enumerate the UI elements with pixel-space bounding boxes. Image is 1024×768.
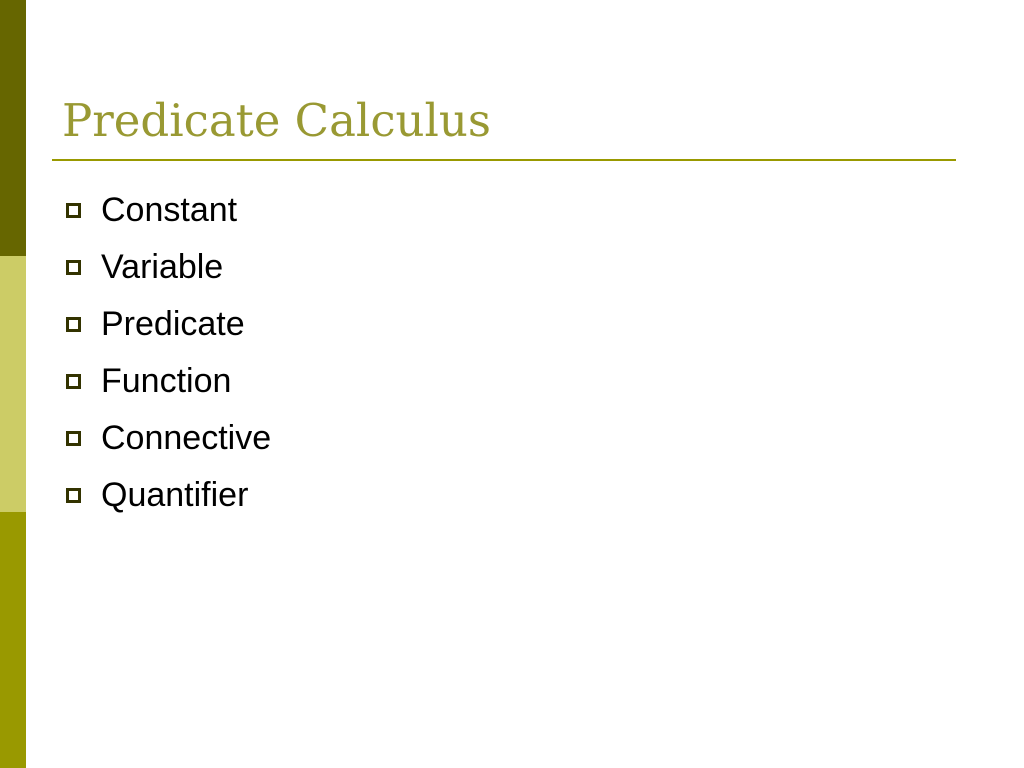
bullet-label: Predicate [101, 305, 245, 343]
hollow-square-bullet-icon [66, 317, 81, 332]
bullet-label: Function [101, 362, 232, 400]
bullet-item [66, 353, 271, 410]
hollow-square-bullet-icon [66, 203, 81, 218]
bullet-label: Constant [101, 191, 238, 229]
hollow-square-bullet-icon [66, 260, 81, 275]
bullet-list [66, 182, 271, 524]
hollow-square-bullet-icon [66, 431, 81, 446]
sidebar-band-bottom [0, 512, 26, 768]
bullet-label: Quantifier [101, 476, 249, 514]
bullet-item [66, 182, 271, 239]
hollow-square-bullet-icon [66, 374, 81, 389]
sidebar-band-middle [0, 256, 26, 512]
sidebar-band-top [0, 0, 26, 256]
slide-title: Predicate Calculus [62, 94, 491, 147]
title-divider [52, 159, 956, 161]
bullet-label: Variable [101, 248, 224, 286]
bullet-item [66, 410, 271, 467]
hollow-square-bullet-icon [66, 488, 81, 503]
bullet-item [66, 467, 271, 524]
bullet-item [66, 239, 271, 296]
bullet-label: Connective [101, 419, 272, 457]
bullet-item [66, 296, 271, 353]
